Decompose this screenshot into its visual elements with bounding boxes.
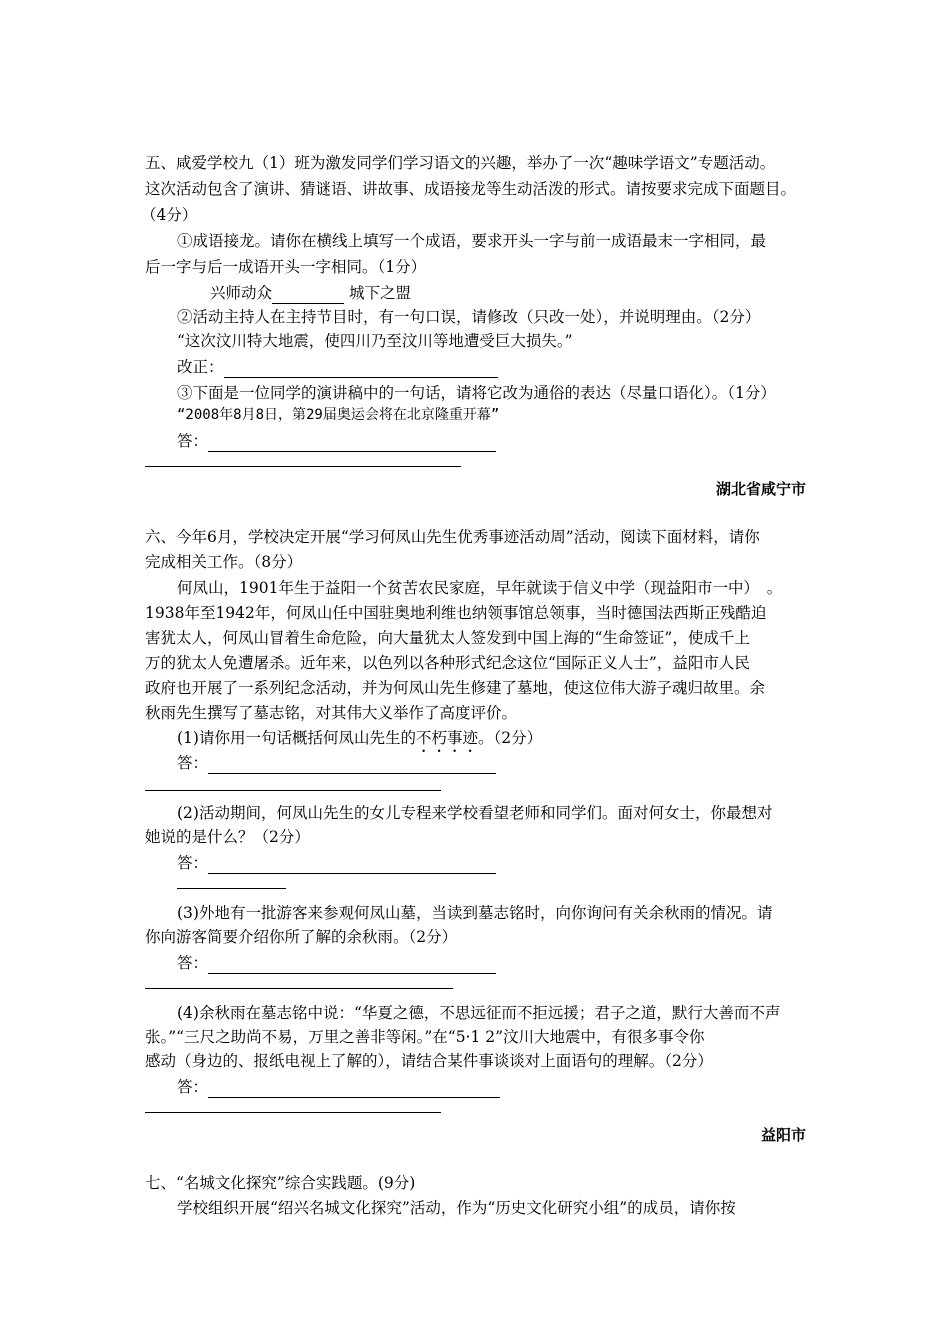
q6-sub1-text: (1)请你用一句话概括何凤山先生的 (177, 729, 416, 747)
material-line-1: 何凤山，1901年生于益阳一个贫苦农民家庭，早年就读于信义中学（现益阳市一中） 。 (177, 579, 783, 597)
answer-blank[interactable] (208, 857, 496, 874)
correction-label: 改正： (177, 358, 224, 376)
q5-part3-quote: “2008年8月8日，第29届奥运会将在北京隆重开幕” (177, 407, 500, 423)
q5-part1-line-2: 后一字与后一成语开头一字相同。（1分） (145, 258, 427, 276)
q6-sub3-line-2: 你向游客简要介绍你所了解的余秋雨。（2分） (145, 928, 458, 946)
answer-continuation-line[interactable] (145, 988, 453, 989)
answer-blank[interactable] (208, 435, 496, 452)
q5-part3: ③下面是一位同学的演讲稿中的一句话，请将它改为通俗的表达（尽量口语化）。（1分） (177, 384, 776, 402)
answer-label: 答： (177, 432, 209, 450)
q5-intro-line-2: 这次活动包含了演讲、猜谜语、讲故事、成语接龙等生动活泼的形式。请按要求完成下面题目。 (145, 180, 797, 198)
q6-sub1-score: 。（2分） (477, 729, 543, 747)
q6-sub3-answer (177, 952, 496, 974)
q7-intro: 七、“名城文化探究”综合实践题。(9分) (145, 1174, 416, 1192)
answer-label: 答： (177, 954, 209, 972)
material-line-6: 秋雨先生撰写了墓志铭，对其伟大义举作了高度评价。 (145, 704, 518, 722)
answer-continuation-line[interactable] (177, 888, 286, 889)
q6-source: 益阳市 (760, 1126, 806, 1144)
q5-intro-line-3: （4分） (141, 206, 198, 224)
q6-sub1-answer (177, 752, 496, 774)
idiom-start: 兴师动众 (210, 284, 273, 302)
q5-intro-line-1: 五、咸爱学校九（1）班为激发同学们学习语文的兴趣，举办了一次“趣味学语文”专题活动。 (145, 154, 776, 172)
q5-part2-quote: “这次汶川特大地震，使四川乃至汶川等地遭受巨大损失。” (177, 332, 573, 350)
answer-label: 答： (177, 754, 209, 772)
answer-label: 答： (177, 854, 209, 872)
answer-continuation-line[interactable] (145, 466, 461, 467)
q6-sub2-answer (177, 852, 496, 874)
q5-part2: ②活动主持人在主持节目时，有一句口误，请修改（只改一处），并说明理由。（2分） (177, 308, 761, 326)
answer-blank[interactable] (208, 757, 496, 774)
answer-label: 答： (177, 1078, 209, 1096)
q5-part3-answer (177, 430, 496, 452)
idiom-blank[interactable] (272, 287, 344, 304)
q7-text: 学校组织开展“绍兴名城文化探究”活动，作为“历史文化研究小组”的成员，请你按 (177, 1199, 736, 1217)
q6-sub2-line-1: (2)活动期间，何凤山先生的女儿专程来学校看望老师和同学们。面对何女士，你最想对 (177, 804, 773, 822)
material-line-4: 万的犹太人免遭屠杀。近年来，以色列以各种形式纪念这位“国际正义人士”，益阳市人民 (145, 654, 750, 672)
answer-continuation-line[interactable] (145, 790, 441, 791)
q5-part1-line-1: ①成语接龙。请你在横线上填写一个成语，要求开头一字与前一成语最末一字相同，最 (177, 232, 767, 250)
material-line-5: 政府也开展了一系列纪念活动，并为何凤山先生修建了墓地，使这位伟大游子魂归故里。余 (145, 679, 766, 697)
q6-sub4-line-1: (4)余秋雨在墓志铭中说：“华夏之德，不思远征而不拒远援；君子之道，默行大善而不声 (177, 1004, 781, 1022)
q6-sub2-line-2: 她说的是什么？（2分） (145, 828, 310, 846)
q6-intro-line-1: 六、今年6月，学校决定开展“学习何凤山先生优秀事迹活动周”活动，阅读下面材料，请你 (145, 528, 760, 546)
answer-blank[interactable] (208, 1081, 500, 1098)
q5-part2-answer (177, 356, 498, 378)
q6-sub3-line-1: (3)外地有一批游客来参观何凤山墓，当读到墓志铭时，向你询问有关余秋雨的情况。请 (177, 904, 773, 922)
idiom-end: 城下之盟 (348, 284, 411, 302)
material-line-3: 害犹太人，何凤山冒着生命危险，向大量犹太人签发到中国上海的“生命签证”，使成千上 (145, 629, 750, 647)
q5-source: 湖北省咸宁市 (715, 480, 806, 498)
q6-sub4-line-3: 感动（身边的、报纸电视上了解的），请结合某件事谈谈对上面语句的理解。（2分） (145, 1052, 713, 1070)
idiom-chain (210, 282, 411, 304)
answer-continuation-line[interactable] (145, 1112, 441, 1113)
answer-blank[interactable] (208, 957, 496, 974)
q6-sub1-emphasis: 不朽事迹 (415, 729, 478, 747)
q6-intro-line-2: 完成相关工作。（8分） (145, 553, 303, 571)
q6-sub4-answer (177, 1076, 500, 1098)
material-line-2: 1938年至1942年，何凤山任中国驻奥地利维也纳领事馆总领事，当时德国法西斯正残酷迫 (145, 604, 767, 622)
correction-blank[interactable] (224, 361, 498, 378)
q6-sub4-line-2: 张。”“三尺之助尚不易，万里之善非等闲。”在“5·1 2”汶川大地震中，有很多事令你 (145, 1028, 705, 1046)
